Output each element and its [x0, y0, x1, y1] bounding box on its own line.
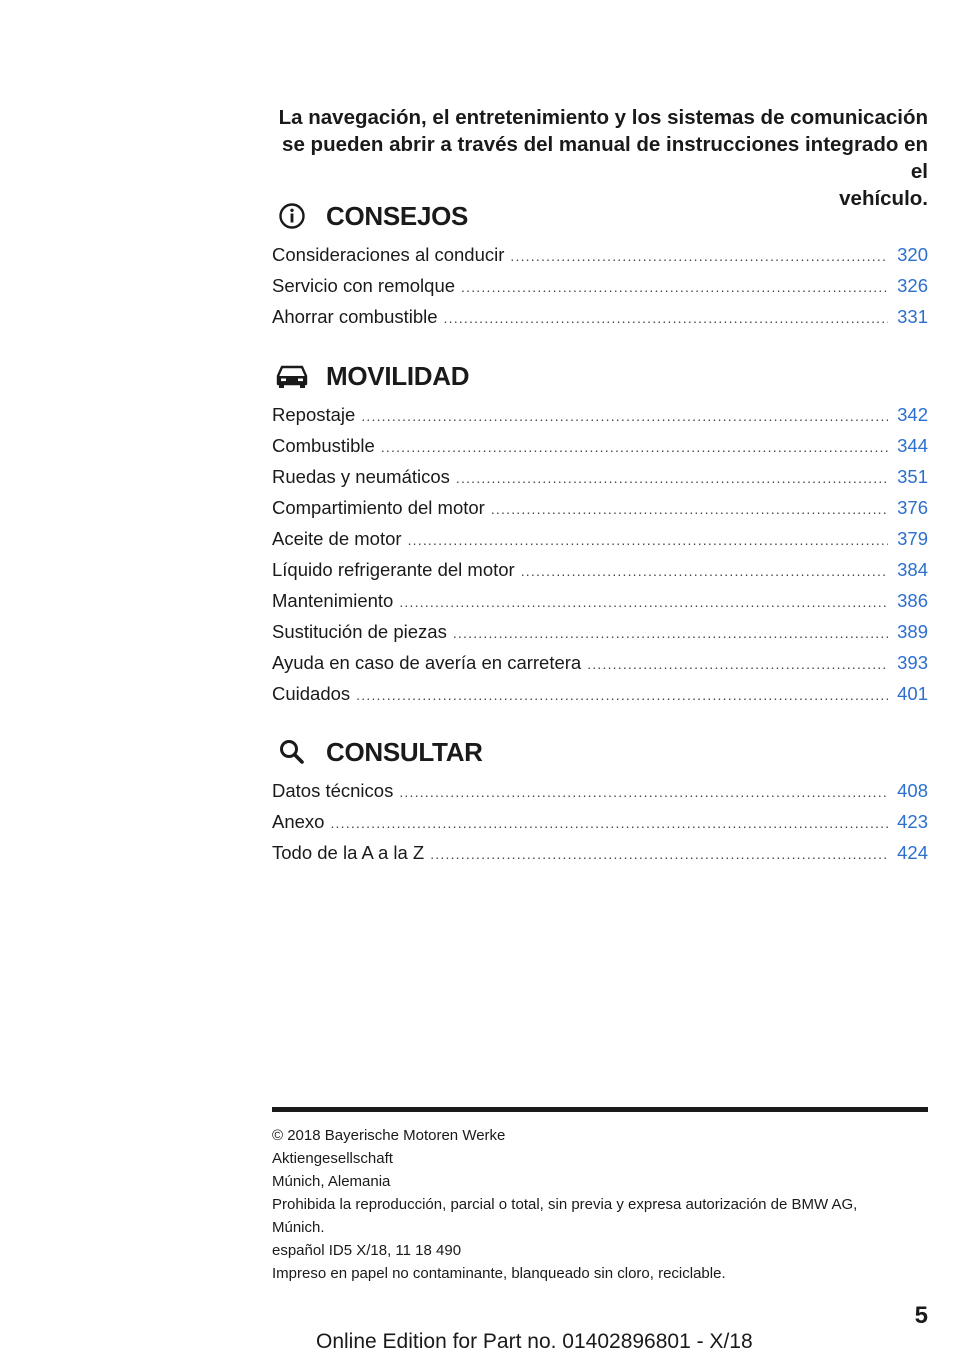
toc-page-link[interactable]: 326 — [897, 275, 928, 296]
toc-item[interactable] — [272, 244, 928, 275]
toc-label: Mantenimiento — [272, 590, 394, 611]
toc-label: Aceite de motor — [272, 528, 402, 549]
toc-label: Datos técnicos — [272, 780, 394, 801]
toc-label: Sustitución de piezas — [272, 621, 447, 642]
car-icon — [272, 360, 312, 392]
toc-label: Líquido refrigerante del motor — [272, 559, 515, 580]
toc-item[interactable] — [272, 621, 928, 652]
section-consejos — [272, 196, 928, 337]
toc-page-link[interactable]: 351 — [897, 466, 928, 487]
toc-item[interactable] — [272, 683, 928, 714]
toc-label: Ahorrar combustible — [272, 306, 438, 327]
toc-item[interactable] — [272, 652, 928, 683]
section-title: CONSEJOS — [326, 200, 469, 231]
section-movilidad — [272, 356, 928, 714]
imprint-line: © 2018 Bayerische Motoren Werke — [272, 1127, 506, 1144]
toc-item[interactable] — [272, 404, 928, 435]
toc-label: Ruedas y neumáticos — [272, 466, 450, 487]
toc-item[interactable] — [272, 306, 928, 337]
toc-list — [272, 404, 928, 714]
section-consultar — [272, 732, 928, 873]
toc-item[interactable] — [272, 466, 928, 497]
toc-page-link[interactable]: 393 — [897, 652, 928, 673]
toc-item[interactable] — [272, 842, 928, 873]
toc-item[interactable] — [272, 497, 928, 528]
toc-label: Compartimiento del motor — [272, 497, 485, 518]
toc-page-link[interactable]: 344 — [897, 435, 928, 456]
section-title: CONSULTAR — [326, 736, 483, 767]
toc-label: Repostaje — [272, 404, 356, 425]
imprint-line: Múnich. — [272, 1219, 325, 1236]
toc-item[interactable] — [272, 811, 928, 842]
section-header — [272, 196, 928, 236]
toc-label: Anexo — [272, 811, 325, 832]
toc-label: Todo de la A a la Z — [272, 842, 425, 863]
toc-page-link[interactable]: 423 — [897, 811, 928, 832]
intro-line: La navegación, el entretenimiento y los sistemas de comunicación — [278, 106, 928, 129]
search-icon — [272, 736, 312, 768]
page-number: 5 — [914, 1302, 928, 1329]
imprint-line: Prohibida la reproducción, parcial o total, sin previa y expresa autorización de BMW AG, — [272, 1196, 858, 1213]
toc-page-link[interactable]: 342 — [897, 404, 928, 425]
toc-page-link[interactable]: 424 — [897, 842, 928, 863]
footer-edition-text: Online Edition for Part no. 01402896801 - X/18 — [316, 1330, 753, 1353]
toc-page-link[interactable]: 379 — [897, 528, 928, 549]
toc-item[interactable] — [272, 435, 928, 466]
toc-page-link[interactable]: 331 — [897, 306, 928, 327]
imprint-block — [272, 1124, 912, 1285]
imprint-line: Múnich, Alemania — [272, 1173, 391, 1190]
section-title: MOVILIDAD — [326, 360, 470, 391]
section-header — [272, 732, 928, 772]
toc-page-link[interactable]: 386 — [897, 590, 928, 611]
divider-rule — [272, 1107, 928, 1112]
toc-label: Combustible — [272, 435, 375, 456]
toc-label: Consideraciones al conducir — [272, 244, 505, 265]
toc-label: Cuidados — [272, 683, 351, 704]
imprint-line: Impreso en papel no contaminante, blanqueado sin cloro, reciclable. — [272, 1265, 726, 1282]
imprint-line: español ID5 X/18, 11 18 490 — [272, 1242, 462, 1259]
toc-list — [272, 780, 928, 873]
section-header — [272, 356, 928, 396]
toc-page-link[interactable]: 408 — [897, 780, 928, 801]
toc-label: Ayuda en caso de avería en carretera — [272, 652, 582, 673]
toc-item[interactable] — [272, 590, 928, 621]
intro-line: se pueden abrir a través del manual de instrucciones integrado en el — [282, 133, 928, 183]
toc-page-link[interactable]: 389 — [897, 621, 928, 642]
toc-page-link[interactable]: 376 — [897, 497, 928, 518]
toc-page-link[interactable]: 384 — [897, 559, 928, 580]
info-icon — [272, 200, 312, 232]
imprint-line: Aktiengesellschaft — [272, 1150, 393, 1167]
intro-line: vehículo. — [839, 187, 928, 210]
toc-list — [272, 244, 928, 337]
toc-item[interactable] — [272, 275, 928, 306]
toc-page-link[interactable]: 320 — [897, 244, 928, 265]
toc-item[interactable] — [272, 559, 928, 590]
toc-label: Servicio con remolque — [272, 275, 456, 296]
toc-page-link[interactable]: 401 — [897, 683, 928, 704]
toc-item[interactable] — [272, 780, 928, 811]
toc-item[interactable] — [272, 528, 928, 559]
